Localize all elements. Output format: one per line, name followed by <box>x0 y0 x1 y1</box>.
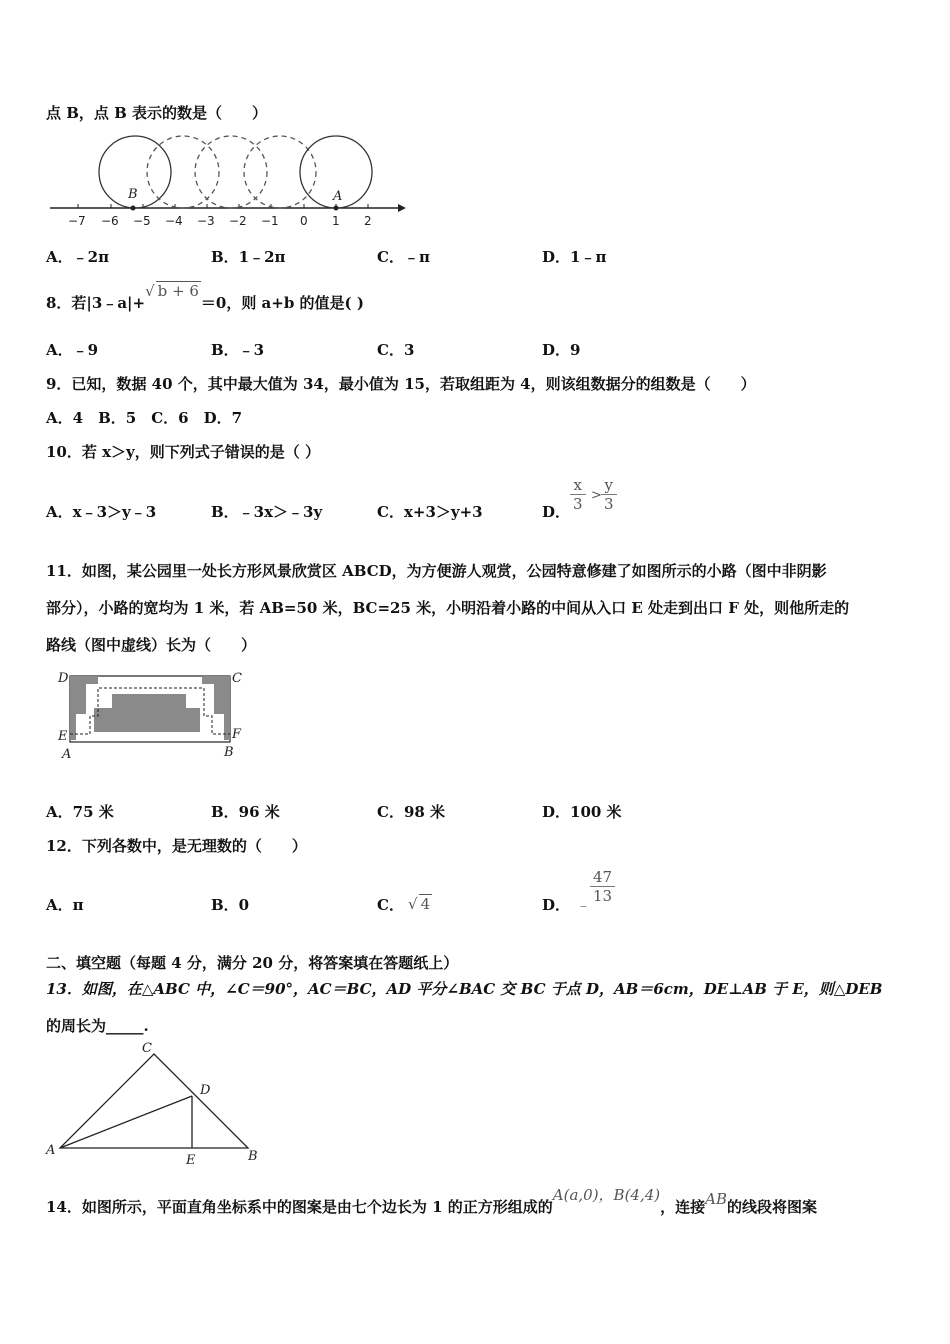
point-b-dot <box>131 206 136 211</box>
q10-option-d: D． <box>542 503 571 521</box>
label-a: A <box>46 1143 56 1158</box>
q10-option-c: C．x+3＞y+3 <box>377 503 483 521</box>
q12-option-d: D． <box>542 896 571 914</box>
q12-frac-num: 47 <box>590 868 615 887</box>
label-c: C <box>232 671 242 686</box>
q12-sqrt-content: 4 <box>420 895 431 913</box>
label-d: D <box>58 671 69 686</box>
q13-line1: 13．如图，在△ABC 中，∠C＝90°，AC＝BC，AD 平分∠BAC 交 BC 于点 D，AB＝6cm，DE⊥AB 于 E，则△DEB <box>46 980 883 998</box>
q12-question: 12．下列各数中，是无理数的（ ） <box>46 837 307 855</box>
point-a-label: A <box>333 189 343 204</box>
label-b: B <box>224 745 234 760</box>
circle-dashed-2 <box>195 136 267 208</box>
label-f: F <box>232 727 242 742</box>
q9-question: 9．已知，数据 40 个，其中最大值为 34，最小值为 15，若取组距为 4，则该组数据分的组数是（ ） <box>46 375 756 393</box>
q10-option-b: B．﹣3x＞﹣3y <box>211 503 323 521</box>
q10-frac-right-den: 3 <box>604 495 614 513</box>
q14-math1: A(a,0)，B(4,4) <box>552 1186 661 1204</box>
q8-prefix: 8．若|3﹣a|+ <box>46 294 146 312</box>
q11-line2: 部分），小路的宽均为 1 米，若 AB=50 米，BC=25 米，小明沿着小路的中间从入口 E 处走到出口 F 处，则他所走的 <box>46 599 850 617</box>
q8-option-d: D．9 <box>542 341 581 359</box>
point-b-label: B <box>128 187 138 202</box>
q10-frac-left <box>570 476 586 513</box>
q10-frac-right-num: y <box>601 476 617 495</box>
q7-tail-text: 点 B，点 B 表示的数是（ ） <box>46 104 268 122</box>
q14-suffix: 的线段将图案 <box>727 1198 818 1216</box>
tick-label: −6 <box>101 214 119 228</box>
number-line-figure <box>46 132 426 232</box>
q8-option-b: B．﹣3 <box>211 341 265 359</box>
q14-prefix: 14．如图所示，平面直角坐标系中的图案是由七个边长为 1 的正方形组成的 <box>46 1198 553 1216</box>
circle-dashed-1 <box>147 136 219 208</box>
q12-frac <box>590 868 615 905</box>
q10-question: 10．若 x＞y，则下列式子错误的是（ ） <box>46 443 320 461</box>
q7-option-b: B．1﹣2π <box>211 248 286 266</box>
q10-option-a: A．x﹣3＞y﹣3 <box>46 503 157 521</box>
tick-label: −3 <box>197 214 215 228</box>
axis-arrow <box>398 204 406 212</box>
q10-frac-right <box>601 476 617 513</box>
q8-option-c: C．3 <box>377 341 415 359</box>
triangle-abc <box>60 1054 248 1148</box>
label-c: C <box>142 1041 152 1056</box>
tick-label: −5 <box>133 214 151 228</box>
q12-option-c: C． <box>377 896 404 914</box>
tick-label: 1 <box>332 214 340 228</box>
q7-option-d: D．1﹣π <box>542 248 607 266</box>
q10-frac-left-num: x <box>570 476 586 495</box>
label-e: E <box>58 729 68 744</box>
q8-sqrt-content: b + 6 <box>157 282 199 300</box>
q8-option-a: A．﹣9 <box>46 341 99 359</box>
q11-option-c: C．98 米 <box>377 803 446 821</box>
q8-question: 8．若|3﹣a|+√ b + 6＝0，则 a+b 的值是( ) <box>46 282 364 312</box>
label-e: E <box>186 1153 196 1168</box>
q11-line3: 路线（图中虚线）长为（ ） <box>46 636 257 654</box>
q12-option-a: A．π <box>46 896 84 914</box>
q12-frac-den: 13 <box>593 887 613 905</box>
q8-suffix: ＝0，则 a+b 的值是( ) <box>200 294 364 312</box>
circle-dashed-3 <box>244 136 316 208</box>
tick-label: −1 <box>261 214 279 228</box>
q11-option-a: A．75 米 <box>46 803 114 821</box>
q11-option-d: D．100 米 <box>542 803 622 821</box>
label-a: A <box>62 747 72 762</box>
label-b: B <box>248 1149 258 1164</box>
q13-line2: 的周长为_____. <box>46 1017 149 1035</box>
q14-question <box>46 1186 818 1217</box>
triangle-figure <box>42 1040 272 1170</box>
q14-math2: AB <box>705 1190 728 1208</box>
label-d: D <box>200 1083 211 1098</box>
q11-line1: 11．如图，某公园里一处长方形风景欣赏区 ABCD，为方便游人观赏，公园特意修建了如图所示的小路（图中非阴影 <box>46 562 827 580</box>
q12-sqrt: √ 4 <box>408 895 431 913</box>
section2-heading: 二、填空题（每题 4 分，满分 20 分，将答案填在答题纸上） <box>46 954 459 972</box>
q14-mid: ，连接 <box>660 1198 706 1216</box>
q12-frac-sign: ﹣ <box>576 896 592 914</box>
tick-label: −2 <box>229 214 247 228</box>
tick-label: −7 <box>68 214 86 228</box>
q10-frac-left-den: 3 <box>573 495 583 513</box>
point-a-dot <box>334 206 339 211</box>
tick-label: 2 <box>364 214 372 228</box>
segment-ad <box>60 1096 192 1148</box>
q11-option-b: B．96 米 <box>211 803 280 821</box>
tick-label: 0 <box>300 214 308 228</box>
q7-option-a: A．﹣2π <box>46 248 110 266</box>
q9-options: A．4 B．5 C．6 D．7 <box>46 409 243 427</box>
park-figure <box>52 668 252 768</box>
q12-option-b: B．0 <box>211 896 250 914</box>
q7-option-c: C．﹣π <box>377 248 430 266</box>
q10-frac-op: > <box>591 488 602 503</box>
tick-label: −4 <box>165 214 183 228</box>
